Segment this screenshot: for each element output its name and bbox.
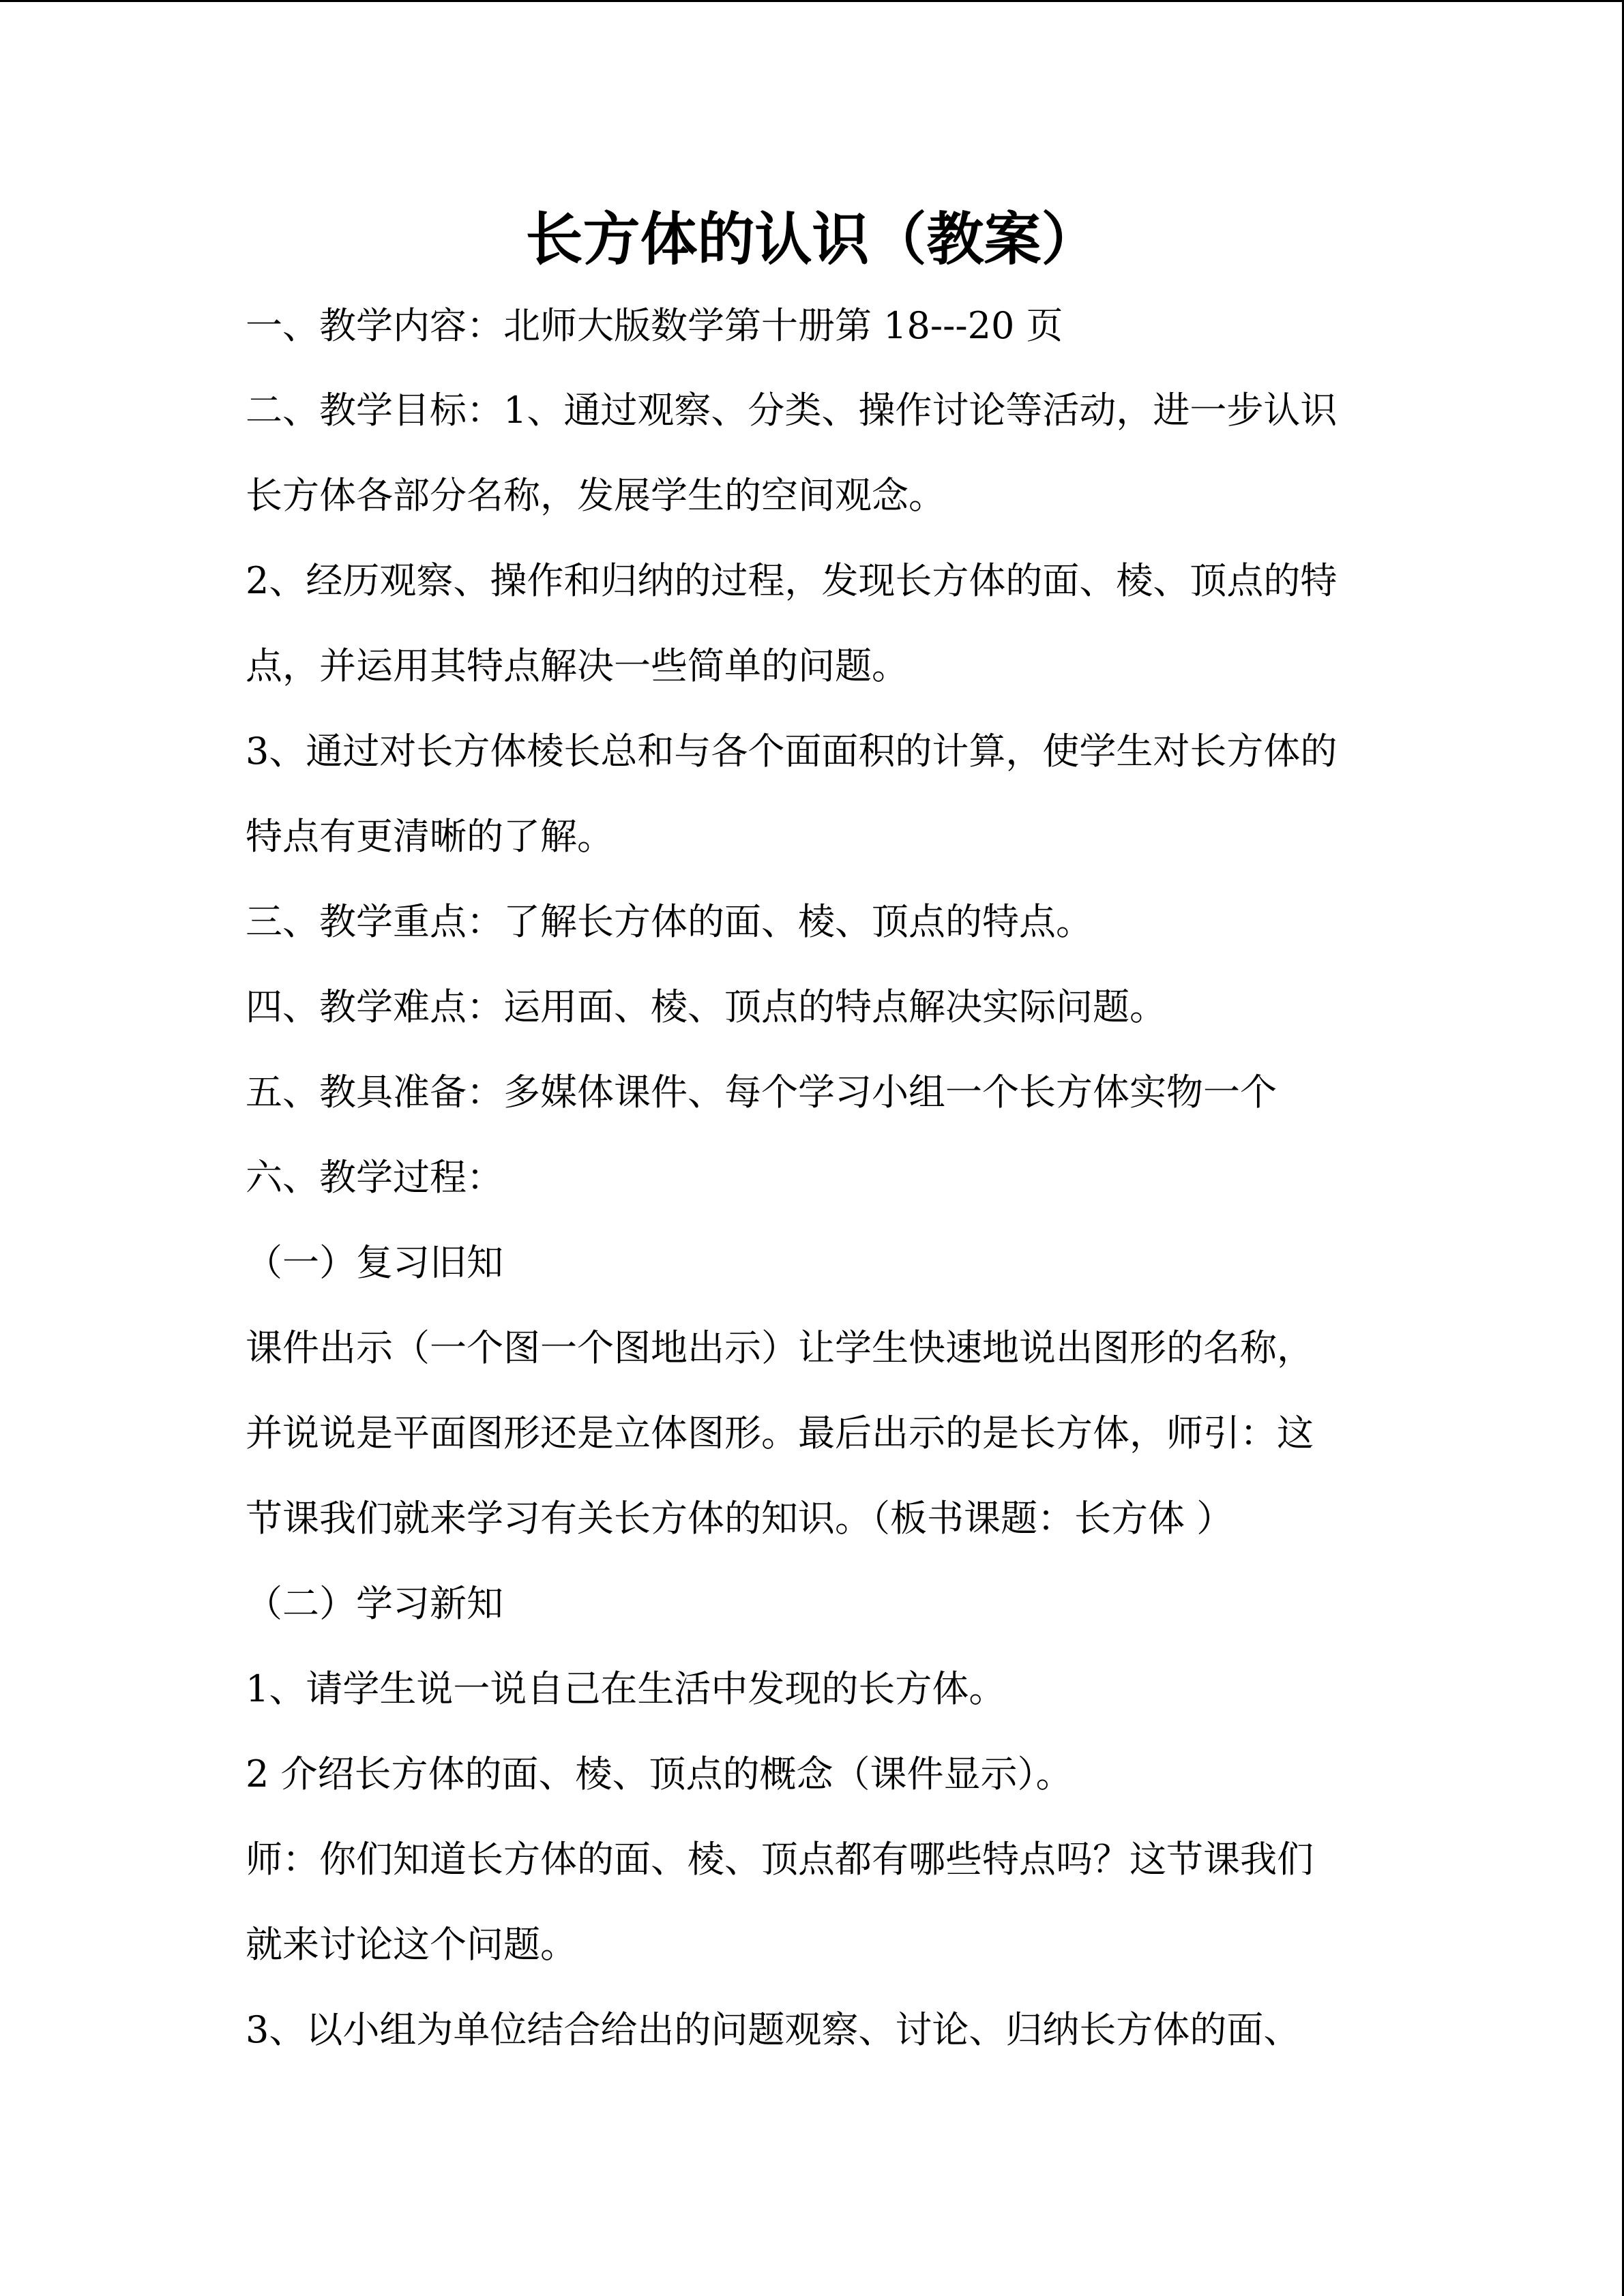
text-line-10: 五、教具准备：多媒体课件、每个学习小组一个长方体实物一个 bbox=[246, 1071, 1277, 1114]
text-line-18: 2 介绍长方体的面、棱、顶点的概念（课件显示）。 bbox=[246, 1753, 1073, 1795]
text-line-17: 1、请学生说一说自己在生活中发现的长方体。 bbox=[246, 1667, 1006, 1710]
document-title: 长方体的认识（教案） bbox=[525, 206, 1099, 273]
text-line-15: 节课我们就来学习有关长方体的知识。（板书课题：长方体 ） bbox=[246, 1497, 1234, 1540]
text-line-12: （一）复习旧知 bbox=[246, 1241, 503, 1284]
text-line-6: 3、通过对长方体棱长总和与各个面面积的计算，使学生对长方体的 bbox=[246, 730, 1338, 773]
text-line-20: 就来讨论这个问题。 bbox=[246, 1923, 577, 1966]
text-line-5: 点，并运用其特点解决一些简单的问题。 bbox=[246, 644, 909, 687]
text-line-21: 3、以小组为单位结合给出的问题观察、讨论、归纳长方体的面、 bbox=[246, 2008, 1301, 2051]
text-line-4: 2、经历观察、操作和归纳的过程，发现长方体的面、棱、顶点的特 bbox=[246, 559, 1338, 602]
text-line-19: 师：你们知道长方体的面、棱、顶点都有哪些特点吗？这节课我们 bbox=[246, 1838, 1314, 1881]
text-line-9: 四、教学难点：运用面、棱、顶点的特点解决实际问题。 bbox=[246, 985, 1166, 1028]
text-line-3: 长方体各部分名称，发展学生的空间观念。 bbox=[246, 474, 945, 517]
text-line-1: 一、教学内容：北师大版数学第十册第 18---20 页 bbox=[246, 304, 1063, 347]
text-line-14: 并说说是平面图形还是立体图形。最后出示的是长方体，师引：这 bbox=[246, 1412, 1314, 1455]
text-line-8: 三、教学重点：了解长方体的面、棱、顶点的特点。 bbox=[246, 900, 1093, 943]
text-line-13: 课件出示（一个图一个图地出示）让学生快速地说出图形的名称， bbox=[246, 1326, 1314, 1369]
text-line-2: 二、教学目标：1、通过观察、分类、操作讨论等活动，进一步认识 bbox=[246, 389, 1338, 432]
text-line-16: （二）学习新知 bbox=[246, 1582, 503, 1625]
text-line-11: 六、教学过程： bbox=[246, 1156, 503, 1199]
text-line-7: 特点有更清晰的了解。 bbox=[246, 815, 614, 858]
